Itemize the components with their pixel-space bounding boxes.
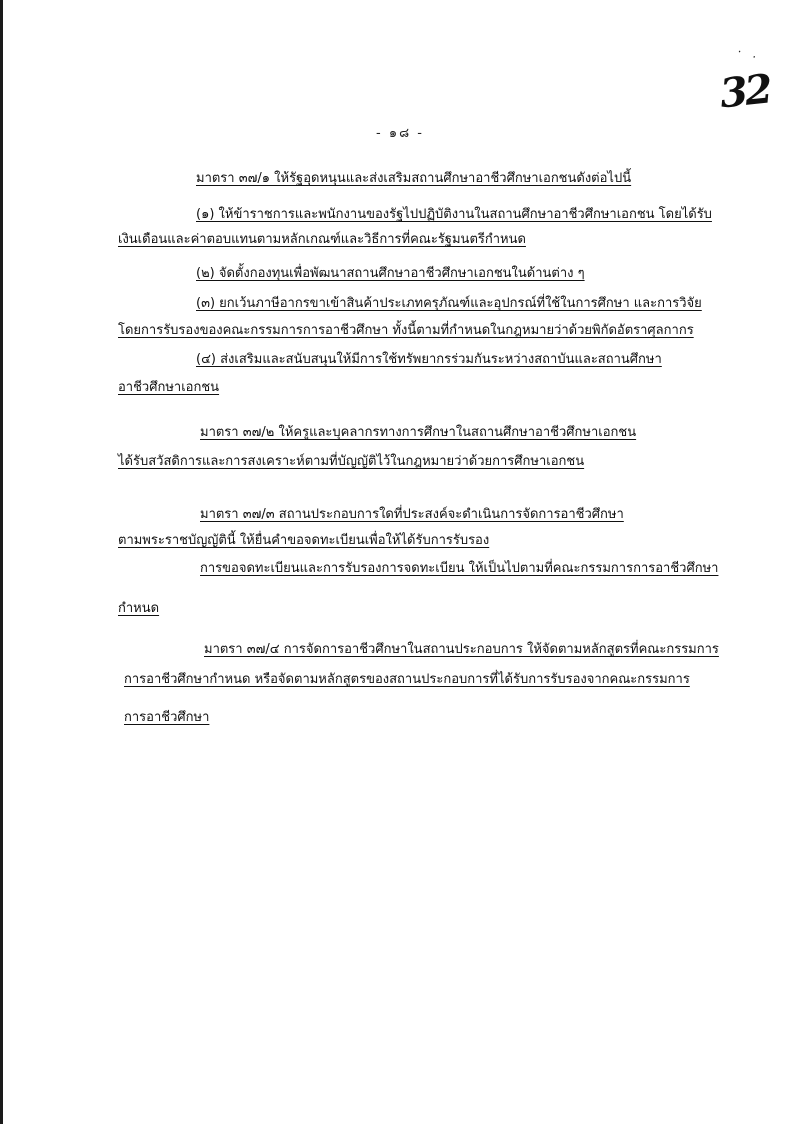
section-37-1-item-1-cont: เงินเดือนและค่าตอบแทนตามหลักเกณฑ์และวิธีการที่คณะรัฐมนตรีกำหนด: [118, 232, 526, 247]
section-37-3-cont: ตามพระราชบัญญัตินี้ ให้ยื่นคำขอจดทะเบียนเพื่อให้ได้รับการรับรอง: [118, 533, 490, 548]
section-37-1-heading: มาตรา ๓๗/๑ ให้รัฐอุดหนุนและส่งเสริมสถานศึกษาอาชีวศึกษาเอกชนดังต่อไปนี้: [196, 171, 632, 186]
section-37-1-item-4-cont: อาชีวศึกษาเอกชน: [118, 380, 220, 395]
section-37-1-item-4: (๔) ส่งเสริมและสนับสนุนให้มีการใช้ทรัพยากรร่วมกันระหว่างสถาบันและสถานศึกษา: [196, 352, 662, 367]
section-37-2-cont: ได้รับสวัสดิการและการสงเคราะห์ตามที่บัญญัติไว้ในกฎหมายว่าด้วยการศึกษาเอกชน: [118, 454, 585, 469]
section-37-1-item-2: (๒) จัดตั้งกองทุนเพื่อพัฒนาสถานศึกษาอาชีวศึกษาเอกชนในด้านต่าง ๆ: [196, 266, 585, 281]
section-37-1-item-1: (๑) ให้ข้าราชการและพนักงานของรัฐไปปฏิบัติงานในสถานศึกษาอาชีวศึกษาเอกชน โดยได้รับ: [196, 207, 712, 222]
section-37-3-para-2: การขอจดทะเบียนและการรับรองการจดทะเบียน ให้เป็นไปตามที่คณะกรรมการการอาชีวศึกษา: [200, 561, 719, 576]
section-37-2-heading: มาตรา ๓๗/๒ ให้ครูและบุคลากรทางการศึกษาในสถานศึกษาอาชีวศึกษาเอกชน: [200, 425, 637, 440]
page-number: - ๑๘ -: [376, 126, 424, 141]
section-37-3-para-2-cont: กำหนด: [118, 601, 160, 616]
section-37-4-cont-2: การอาชีวศึกษา: [124, 710, 210, 725]
section-37-4-cont: การอาชีวศึกษากำหนด หรือจัดตามหลักสูตรของสถานประกอบการที่ได้รับการรับรองจากคณะกรรมการ: [124, 672, 690, 687]
section-37-3-heading: มาตรา ๓๗/๓ สถานประกอบการใดที่ประสงค์จะดำเนินการจัดการอาชีวศึกษา: [200, 507, 624, 522]
handwritten-page-stamp: 32: [718, 65, 773, 118]
stamp-marks: · ·: [734, 44, 762, 66]
section-37-4-heading: มาตรา ๓๗/๔ การจัดการอาชีวศึกษาในสถานประกอบการ ให้จัดตามหลักสูตรที่คณะกรรมการ: [204, 642, 719, 657]
section-37-1-item-3: (๓) ยกเว้นภาษีอากรขาเข้าสินค้าประเภทครุภัณฑ์และอุปกรณ์ที่ใช้ในการศึกษา และการวิจัย: [196, 296, 702, 311]
section-37-1-item-3-cont: โดยการรับรองของคณะกรรมการการอาชีวศึกษา ทั้งนี้ตามที่กำหนดในกฎหมายว่าด้วยพิกัดอัตราศุลกากร: [118, 323, 694, 338]
scan-edge: [0, 0, 3, 1124]
